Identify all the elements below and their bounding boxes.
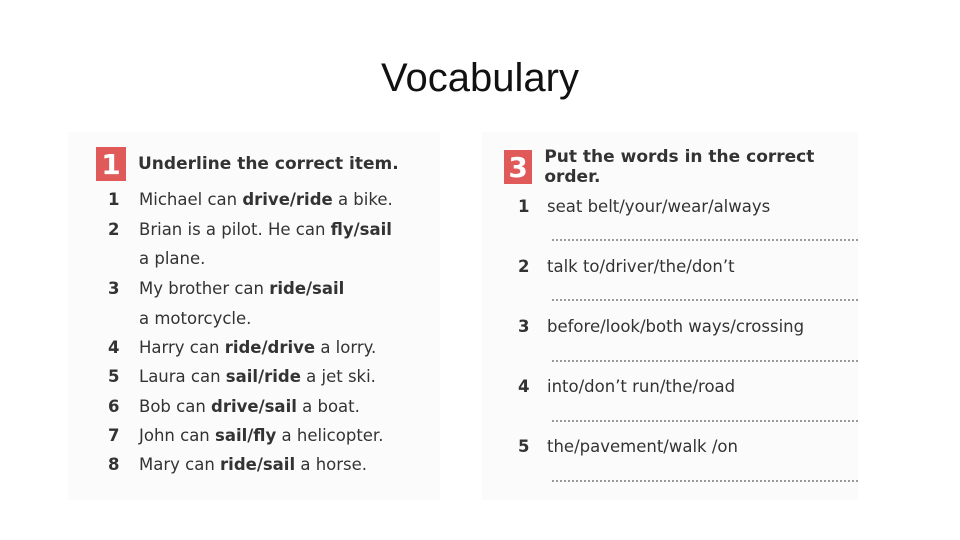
answer-line[interactable] [552, 480, 858, 482]
exercise-instruction: Underline the correct item. [138, 154, 399, 174]
exercise-1-panel [68, 132, 440, 500]
exercise-1-header [96, 147, 399, 181]
choice-option[interactable]: sail/ride [225, 367, 301, 386]
item-text: Mary can ride/sail a horse. [139, 455, 368, 474]
item-text: Laura can sail/ride a jet ski. [139, 367, 376, 386]
exercise-instruction: Put the words in the correct order. [544, 147, 815, 187]
choice-option[interactable]: drive/sail [211, 397, 297, 416]
choice-option[interactable]: ride/sail [220, 455, 296, 474]
item-text: Harry can ride/drive a lorry. [139, 338, 377, 357]
exercise-3-panel [482, 132, 858, 500]
item-number: 4 [108, 338, 120, 357]
item-text: seat belt/your/wear/always [547, 197, 771, 216]
answer-line[interactable] [552, 239, 858, 241]
item-continuation: a motorcycle. [139, 309, 252, 328]
exercise-3-header [504, 147, 858, 187]
item-number: 8 [108, 455, 120, 474]
answer-line[interactable] [552, 299, 858, 301]
item-text: John can sail/fly a helicopter. [139, 426, 384, 445]
answer-line[interactable] [552, 360, 858, 362]
item-number: 7 [108, 426, 120, 445]
exercise-number-badge: 1 [96, 147, 126, 181]
item-number: 3 [108, 279, 120, 298]
item-text: the/pavement/walk /on [547, 437, 738, 456]
choice-option[interactable]: sail/fly [215, 426, 277, 445]
item-number: 1 [518, 197, 530, 216]
item-number: 6 [108, 397, 120, 416]
item-number: 4 [518, 377, 530, 396]
item-number: 1 [108, 190, 120, 209]
item-text: Michael can drive/ride a bike. [139, 190, 393, 209]
item-continuation: a plane. [139, 249, 206, 268]
item-number: 2 [108, 220, 120, 239]
item-text: into/don’t run/the/road [547, 377, 736, 396]
choice-option[interactable]: fly/sail [330, 220, 392, 239]
item-number: 5 [518, 437, 530, 456]
item-text: Bob can drive/sail a boat. [139, 397, 360, 416]
item-text: talk to/driver/the/don’t [547, 257, 735, 276]
exercise-number-badge: 3 [504, 150, 532, 184]
item-text: My brother can ride/sail [139, 279, 345, 298]
page-title: Vocabulary [381, 56, 579, 100]
item-text: before/look/both ways/crossing [547, 317, 805, 336]
item-number: 5 [108, 367, 120, 386]
choice-option[interactable]: ride/sail [269, 279, 345, 298]
answer-line[interactable] [552, 420, 858, 422]
choice-option[interactable]: ride/drive [224, 338, 316, 357]
item-number: 2 [518, 257, 530, 276]
choice-option[interactable]: drive/ride [242, 190, 333, 209]
item-number: 3 [518, 317, 530, 336]
item-text: Brian is a pilot. He can fly/sail [139, 220, 392, 239]
